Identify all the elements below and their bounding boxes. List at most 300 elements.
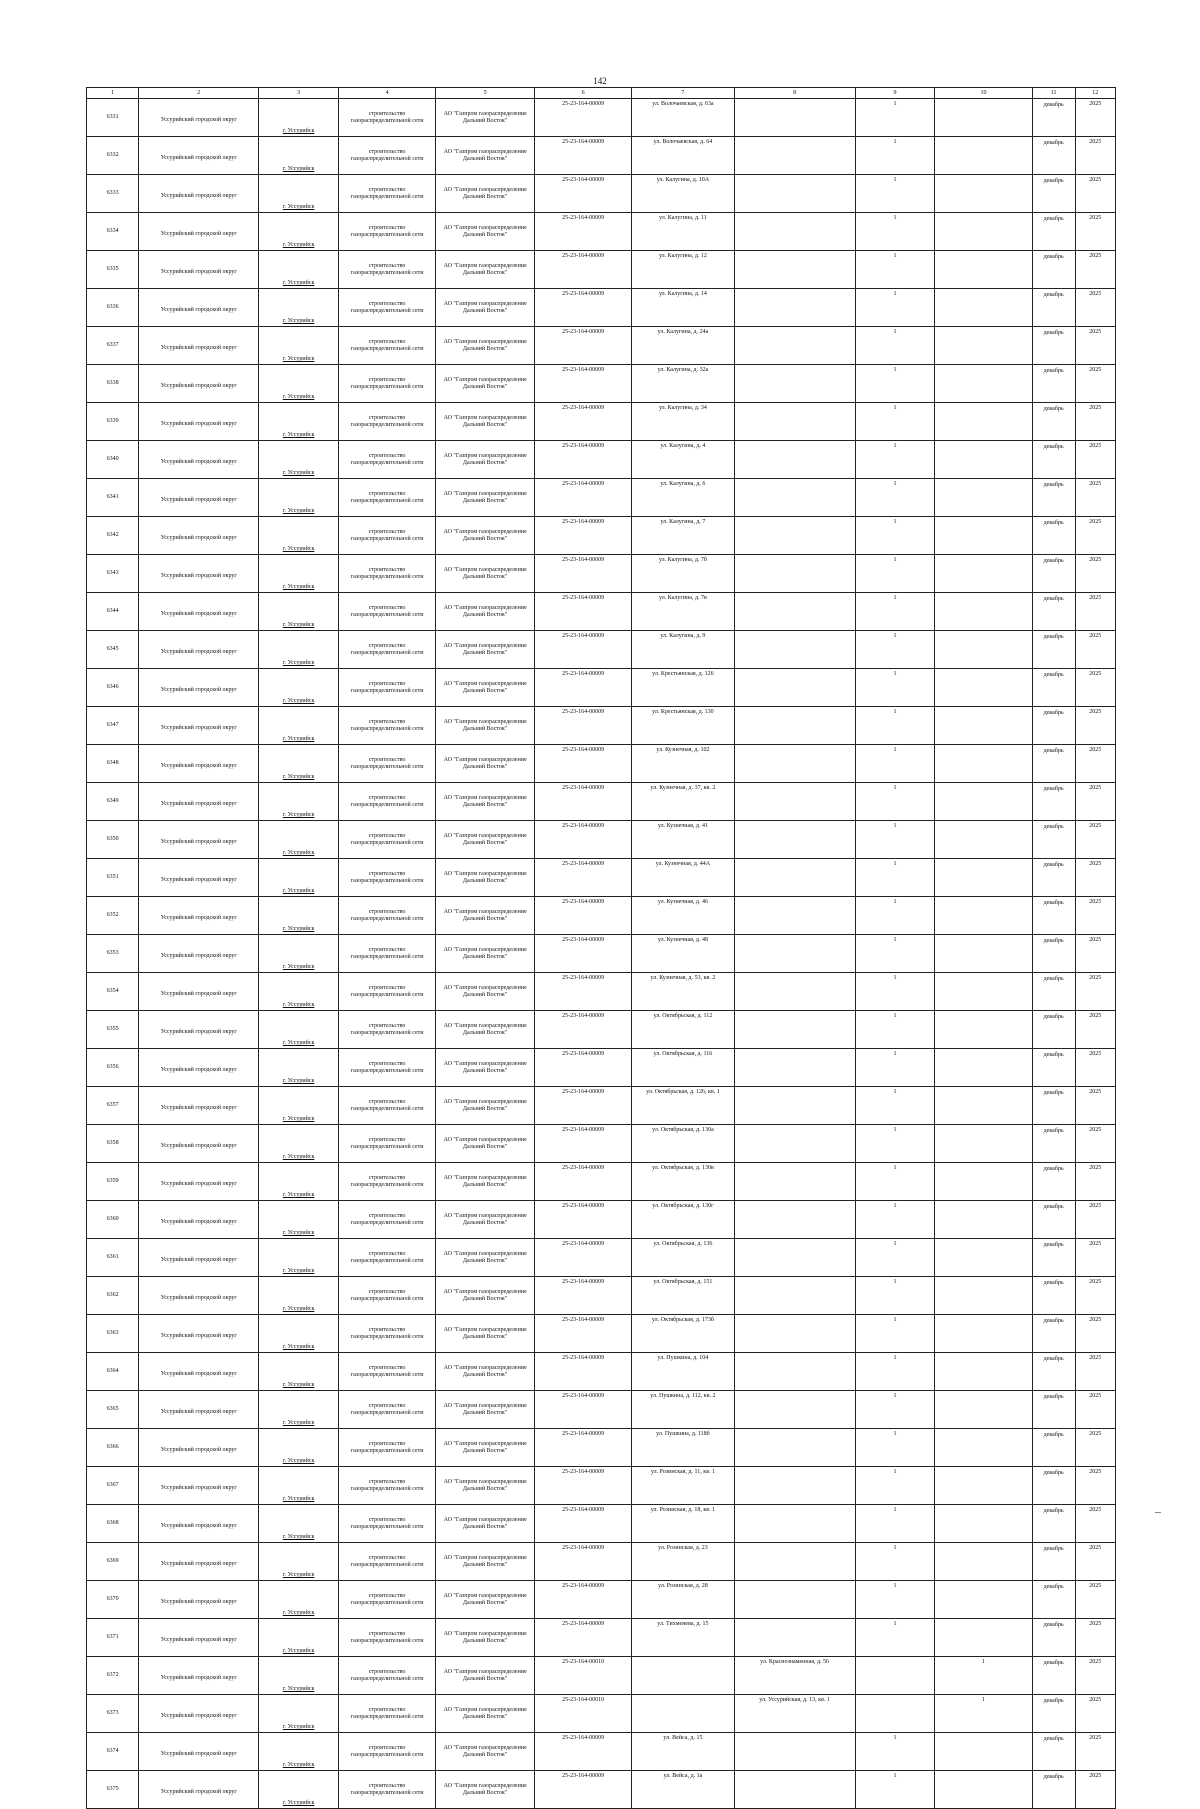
count-cell: 1	[855, 1733, 935, 1771]
count-cell: 1	[855, 707, 935, 745]
count-cell: 1	[855, 99, 935, 137]
object-id-cell: 25-23-164-00009	[534, 1315, 631, 1353]
city-cell: г. Уссурийск	[259, 1353, 339, 1391]
work-type-cell: строительство газораспределительной сети	[338, 1771, 435, 1809]
table-row	[87, 1087, 1116, 1125]
table-row	[87, 1353, 1116, 1391]
city-cell: г. Уссурийск	[259, 175, 339, 213]
district-cell: Уссурийский городской округ	[139, 669, 259, 707]
row-number: 6359	[87, 1163, 139, 1201]
table-row	[87, 1543, 1116, 1581]
row-number: 6374	[87, 1733, 139, 1771]
month-cell: декабрь	[1032, 1429, 1075, 1467]
city-cell: г. Уссурийск	[259, 289, 339, 327]
count-alt-cell	[935, 707, 1032, 745]
district-cell: Уссурийский городской округ	[139, 1201, 259, 1239]
work-type-cell: строительство газораспределительной сети	[338, 327, 435, 365]
organization-cell: АО "Газпром газораспределение Дальний Восток"	[436, 1391, 535, 1429]
address-cell: ул. Крестьянская, д. 126	[632, 669, 734, 707]
table-row	[87, 1581, 1116, 1619]
district-cell: Уссурийский городской округ	[139, 403, 259, 441]
object-id-cell: 25-23-164-00009	[534, 1619, 631, 1657]
address-cell: ул. Розинская, д. 23	[632, 1543, 734, 1581]
table-row	[87, 1771, 1116, 1809]
year-cell: 2025	[1075, 1277, 1116, 1315]
object-id-cell: 25-23-164-00009	[534, 1505, 631, 1543]
year-cell: 2025	[1075, 783, 1116, 821]
city-cell: г. Уссурийск	[259, 1277, 339, 1315]
work-type-cell: строительство газораспределительной сети	[338, 1239, 435, 1277]
city-cell: г. Уссурийск	[259, 1619, 339, 1657]
row-number: 6368	[87, 1505, 139, 1543]
year-cell: 2025	[1075, 1315, 1116, 1353]
address-cell: ул. Октябрьская, д. 112	[632, 1011, 734, 1049]
month-cell: декабрь	[1032, 1125, 1075, 1163]
work-type-cell: строительство газораспределительной сети	[338, 1315, 435, 1353]
city-cell: г. Уссурийск	[259, 1315, 339, 1353]
col-header-9: 9	[855, 88, 935, 99]
count-alt-cell	[935, 1391, 1032, 1429]
count-cell: 1	[855, 175, 935, 213]
address-alt-cell	[734, 1543, 855, 1581]
count-alt-cell	[935, 1543, 1032, 1581]
organization-cell: АО "Газпром газораспределение Дальний Восток"	[436, 99, 535, 137]
address-cell	[632, 1657, 734, 1695]
count-alt-cell	[935, 745, 1032, 783]
month-cell: декабрь	[1032, 1011, 1075, 1049]
month-cell: декабрь	[1032, 213, 1075, 251]
address-cell: ул. Калугина, д. 7в	[632, 593, 734, 631]
table-row	[87, 897, 1116, 935]
scan-mark	[1155, 1512, 1161, 1513]
organization-cell: АО "Газпром газораспределение Дальний Восток"	[436, 1581, 535, 1619]
count-alt-cell	[935, 251, 1032, 289]
city-cell: г. Уссурийск	[259, 1733, 339, 1771]
address-cell	[632, 1695, 734, 1733]
month-cell: декабрь	[1032, 327, 1075, 365]
row-number: 6349	[87, 783, 139, 821]
month-cell: декабрь	[1032, 175, 1075, 213]
organization-cell: АО "Газпром газораспределение Дальний Восток"	[436, 1429, 535, 1467]
organization-cell: АО "Газпром газораспределение Дальний Восток"	[436, 1125, 535, 1163]
address-alt-cell	[734, 1467, 855, 1505]
district-cell: Уссурийский городской округ	[139, 441, 259, 479]
row-number: 6362	[87, 1277, 139, 1315]
organization-cell: АО "Газпром газораспределение Дальний Восток"	[436, 1163, 535, 1201]
district-cell: Уссурийский городской округ	[139, 1353, 259, 1391]
count-cell: 1	[855, 365, 935, 403]
table-row	[87, 1505, 1116, 1543]
month-cell: декабрь	[1032, 517, 1075, 555]
work-type-cell: строительство газораспределительной сети	[338, 973, 435, 1011]
col-header-1: 1	[87, 88, 139, 99]
count-cell: 1	[855, 631, 935, 669]
object-id-cell: 25-23-164-00009	[534, 669, 631, 707]
district-cell: Уссурийский городской округ	[139, 1277, 259, 1315]
month-cell: декабрь	[1032, 1543, 1075, 1581]
row-number: 6346	[87, 669, 139, 707]
address-cell: ул. Пушкина, д. 118б	[632, 1429, 734, 1467]
table-row	[87, 1429, 1116, 1467]
district-cell: Уссурийский городской округ	[139, 479, 259, 517]
count-cell: 1	[855, 1771, 935, 1809]
count-cell: 1	[855, 1201, 935, 1239]
work-type-cell: строительство газораспределительной сети	[338, 1011, 435, 1049]
city-cell: г. Уссурийск	[259, 707, 339, 745]
address-alt-cell	[734, 175, 855, 213]
work-type-cell: строительство газораспределительной сети	[338, 1163, 435, 1201]
month-cell: декабрь	[1032, 1201, 1075, 1239]
organization-cell: АО "Газпром газораспределение Дальний Восток"	[436, 1505, 535, 1543]
address-alt-cell	[734, 403, 855, 441]
table-row	[87, 1277, 1116, 1315]
address-alt-cell	[734, 669, 855, 707]
header-row	[87, 88, 1116, 99]
count-alt-cell	[935, 403, 1032, 441]
address-cell: ул. Калугина, д. 7	[632, 517, 734, 555]
year-cell: 2025	[1075, 403, 1116, 441]
address-cell: ул. Калугина, д. 34	[632, 403, 734, 441]
col-header-7: 7	[632, 88, 734, 99]
year-cell: 2025	[1075, 897, 1116, 935]
table-row	[87, 669, 1116, 707]
city-cell: г. Уссурийск	[259, 327, 339, 365]
year-cell: 2025	[1075, 1125, 1116, 1163]
organization-cell: АО "Газпром газораспределение Дальний Восток"	[436, 1619, 535, 1657]
city-cell: г. Уссурийск	[259, 1695, 339, 1733]
district-cell: Уссурийский городской округ	[139, 1771, 259, 1809]
district-cell: Уссурийский городской округ	[139, 1011, 259, 1049]
count-alt-cell	[935, 897, 1032, 935]
table-body	[87, 99, 1116, 1809]
table-row	[87, 1391, 1116, 1429]
address-alt-cell	[734, 365, 855, 403]
work-type-cell: строительство газораспределительной сети	[338, 1581, 435, 1619]
address-cell: ул. Кузнечная, д. 41	[632, 821, 734, 859]
city-cell: г. Уссурийск	[259, 783, 339, 821]
address-cell: ул. Калугина, д. 32а	[632, 365, 734, 403]
table-row	[87, 707, 1116, 745]
object-id-cell: 25-23-164-00009	[534, 1543, 631, 1581]
count-alt-cell	[935, 935, 1032, 973]
year-cell: 2025	[1075, 213, 1116, 251]
year-cell: 2025	[1075, 1201, 1116, 1239]
address-alt-cell	[734, 1619, 855, 1657]
work-type-cell: строительство газораспределительной сети	[338, 1467, 435, 1505]
count-cell: 1	[855, 1277, 935, 1315]
row-number: 6344	[87, 593, 139, 631]
work-type-cell: строительство газораспределительной сети	[338, 593, 435, 631]
month-cell: декабрь	[1032, 479, 1075, 517]
month-cell: декабрь	[1032, 631, 1075, 669]
month-cell: декабрь	[1032, 365, 1075, 403]
col-header-10: 10	[935, 88, 1032, 99]
object-id-cell: 25-23-164-00009	[534, 1733, 631, 1771]
row-number: 6367	[87, 1467, 139, 1505]
month-cell: декабрь	[1032, 1353, 1075, 1391]
table-row	[87, 1619, 1116, 1657]
year-cell: 2025	[1075, 1581, 1116, 1619]
count-alt-cell	[935, 1771, 1032, 1809]
table-row	[87, 289, 1116, 327]
table-row	[87, 251, 1116, 289]
address-alt-cell	[734, 555, 855, 593]
address-alt-cell	[734, 289, 855, 327]
address-cell: ул. Кузнечная, д. 53, кв. 2	[632, 973, 734, 1011]
count-alt-cell	[935, 1429, 1032, 1467]
count-cell: 1	[855, 1315, 935, 1353]
month-cell: декабрь	[1032, 1163, 1075, 1201]
work-type-cell: строительство газораспределительной сети	[338, 1049, 435, 1087]
col-header-8: 8	[734, 88, 855, 99]
address-alt-cell: ул. Уссурийская, д. 13, кв. 1	[734, 1695, 855, 1733]
row-number: 6341	[87, 479, 139, 517]
city-cell: г. Уссурийск	[259, 137, 339, 175]
address-alt-cell	[734, 935, 855, 973]
address-alt-cell	[734, 1087, 855, 1125]
count-alt-cell	[935, 1619, 1032, 1657]
count-cell: 1	[855, 1125, 935, 1163]
month-cell: декабрь	[1032, 1505, 1075, 1543]
year-cell: 2025	[1075, 1543, 1116, 1581]
district-cell: Уссурийский городской округ	[139, 935, 259, 973]
month-cell: декабрь	[1032, 1619, 1075, 1657]
work-type-cell: строительство газораспределительной сети	[338, 365, 435, 403]
month-cell: декабрь	[1032, 707, 1075, 745]
month-cell: декабрь	[1032, 1277, 1075, 1315]
row-number: 6356	[87, 1049, 139, 1087]
count-cell: 1	[855, 479, 935, 517]
address-cell: ул. Вейса, д. 15	[632, 1733, 734, 1771]
city-cell: г. Уссурийск	[259, 479, 339, 517]
year-cell: 2025	[1075, 1087, 1116, 1125]
year-cell: 2025	[1075, 1695, 1116, 1733]
month-cell: декабрь	[1032, 99, 1075, 137]
work-type-cell: строительство газораспределительной сети	[338, 1543, 435, 1581]
address-cell: ул. Калугина, д. 12	[632, 251, 734, 289]
object-id-cell: 25-23-164-00009	[534, 251, 631, 289]
count-alt-cell	[935, 1581, 1032, 1619]
organization-cell: АО "Газпром газораспределение Дальний Восток"	[436, 783, 535, 821]
object-id-cell: 25-23-164-00009	[534, 1391, 631, 1429]
work-type-cell: строительство газораспределительной сети	[338, 1087, 435, 1125]
organization-cell: АО "Газпром газораспределение Дальний Восток"	[436, 1315, 535, 1353]
work-type-cell: строительство газораспределительной сети	[338, 289, 435, 327]
year-cell: 2025	[1075, 707, 1116, 745]
city-cell: г. Уссурийск	[259, 821, 339, 859]
city-cell: г. Уссурийск	[259, 973, 339, 1011]
work-type-cell: строительство газораспределительной сети	[338, 631, 435, 669]
count-alt-cell	[935, 1087, 1032, 1125]
year-cell: 2025	[1075, 1163, 1116, 1201]
city-cell: г. Уссурийск	[259, 1581, 339, 1619]
city-cell: г. Уссурийск	[259, 1391, 339, 1429]
district-cell: Уссурийский городской округ	[139, 631, 259, 669]
district-cell: Уссурийский городской округ	[139, 365, 259, 403]
address-alt-cell	[734, 1315, 855, 1353]
object-id-cell: 25-23-164-00009	[534, 973, 631, 1011]
row-number: 6348	[87, 745, 139, 783]
address-alt-cell	[734, 137, 855, 175]
year-cell: 2025	[1075, 745, 1116, 783]
object-id-cell: 25-23-164-00009	[534, 365, 631, 403]
count-cell: 1	[855, 1543, 935, 1581]
address-cell: ул. Розинская, д. 28	[632, 1581, 734, 1619]
work-type-cell: строительство газораспределительной сети	[338, 213, 435, 251]
organization-cell: АО "Газпром газораспределение Дальний Восток"	[436, 1087, 535, 1125]
year-cell: 2025	[1075, 669, 1116, 707]
count-cell: 1	[855, 213, 935, 251]
count-cell: 1	[855, 935, 935, 973]
address-cell: ул. Октябрьская, д. 136	[632, 1239, 734, 1277]
address-cell: ул. Кузнечная, д. 46	[632, 897, 734, 935]
address-alt-cell	[734, 707, 855, 745]
district-cell: Уссурийский городской округ	[139, 289, 259, 327]
month-cell: декабрь	[1032, 1391, 1075, 1429]
month-cell: декабрь	[1032, 403, 1075, 441]
count-alt-cell	[935, 1011, 1032, 1049]
table-row	[87, 935, 1116, 973]
work-type-cell: строительство газораспределительной сети	[338, 1201, 435, 1239]
month-cell: декабрь	[1032, 859, 1075, 897]
row-number: 6334	[87, 213, 139, 251]
address-alt-cell	[734, 213, 855, 251]
district-cell: Уссурийский городской округ	[139, 1733, 259, 1771]
address-cell: ул. Калугина, д. 24а	[632, 327, 734, 365]
count-alt-cell	[935, 1505, 1032, 1543]
count-cell: 1	[855, 859, 935, 897]
organization-cell: АО "Газпром газораспределение Дальний Восток"	[436, 517, 535, 555]
district-cell: Уссурийский городской округ	[139, 1087, 259, 1125]
organization-cell: АО "Газпром газораспределение Дальний Восток"	[436, 935, 535, 973]
year-cell: 2025	[1075, 1733, 1116, 1771]
address-alt-cell	[734, 1201, 855, 1239]
work-type-cell: строительство газораспределительной сети	[338, 745, 435, 783]
row-number: 6354	[87, 973, 139, 1011]
month-cell: декабрь	[1032, 783, 1075, 821]
organization-cell: АО "Газпром газораспределение Дальний Восток"	[436, 859, 535, 897]
row-number: 6371	[87, 1619, 139, 1657]
address-alt-cell	[734, 821, 855, 859]
count-alt-cell	[935, 1125, 1032, 1163]
row-number: 6343	[87, 555, 139, 593]
work-type-cell: строительство газораспределительной сети	[338, 517, 435, 555]
row-number: 6363	[87, 1315, 139, 1353]
address-cell: ул. Кузнечная, д. 102	[632, 745, 734, 783]
year-cell: 2025	[1075, 251, 1116, 289]
work-type-cell: строительство газораспределительной сети	[338, 859, 435, 897]
count-alt-cell	[935, 1049, 1032, 1087]
organization-cell: АО "Газпром газораспределение Дальний Восток"	[436, 669, 535, 707]
table-row	[87, 821, 1116, 859]
city-cell: г. Уссурийск	[259, 935, 339, 973]
city-cell: г. Уссурийск	[259, 859, 339, 897]
address-alt-cell	[734, 1239, 855, 1277]
district-cell: Уссурийский городской округ	[139, 859, 259, 897]
work-type-cell: строительство газораспределительной сети	[338, 669, 435, 707]
count-alt-cell	[935, 517, 1032, 555]
count-cell	[855, 1657, 935, 1695]
count-alt-cell	[935, 593, 1032, 631]
table-row	[87, 859, 1116, 897]
row-number: 6357	[87, 1087, 139, 1125]
city-cell: г. Уссурийск	[259, 1163, 339, 1201]
month-cell: декабрь	[1032, 1467, 1075, 1505]
object-id-cell: 25-23-164-00009	[534, 517, 631, 555]
city-cell: г. Уссурийск	[259, 251, 339, 289]
district-cell: Уссурийский городской округ	[139, 1695, 259, 1733]
count-cell: 1	[855, 555, 935, 593]
month-cell: декабрь	[1032, 1695, 1075, 1733]
district-cell: Уссурийский городской округ	[139, 707, 259, 745]
address-cell: ул. Калугина, д. 6	[632, 479, 734, 517]
row-number: 6353	[87, 935, 139, 973]
work-type-cell: строительство газораспределительной сети	[338, 935, 435, 973]
address-alt-cell	[734, 1125, 855, 1163]
row-number: 6360	[87, 1201, 139, 1239]
count-cell: 1	[855, 783, 935, 821]
month-cell: декабрь	[1032, 1315, 1075, 1353]
year-cell: 2025	[1075, 1353, 1116, 1391]
year-cell: 2025	[1075, 99, 1116, 137]
district-cell: Уссурийский городской округ	[139, 251, 259, 289]
address-cell: ул. Пушкина, д. 104	[632, 1353, 734, 1391]
address-alt-cell	[734, 1505, 855, 1543]
count-cell: 1	[855, 1049, 935, 1087]
organization-cell: АО "Газпром газораспределение Дальний Восток"	[436, 593, 535, 631]
address-alt-cell: ул. Краснознаменная, д. 56	[734, 1657, 855, 1695]
year-cell: 2025	[1075, 1011, 1116, 1049]
month-cell: декабрь	[1032, 897, 1075, 935]
col-header-3: 3	[259, 88, 339, 99]
row-number: 6335	[87, 251, 139, 289]
address-alt-cell	[734, 251, 855, 289]
month-cell: декабрь	[1032, 1239, 1075, 1277]
object-id-cell: 25-23-164-00010	[534, 1695, 631, 1733]
row-number: 6358	[87, 1125, 139, 1163]
count-cell: 1	[855, 137, 935, 175]
count-alt-cell	[935, 479, 1032, 517]
object-id-cell: 25-23-164-00009	[534, 935, 631, 973]
address-alt-cell	[734, 973, 855, 1011]
year-cell: 2025	[1075, 1657, 1116, 1695]
count-cell: 1	[855, 1581, 935, 1619]
object-id-cell: 25-23-164-00009	[534, 479, 631, 517]
address-cell: ул. Розинская, д. 11, кв. 1	[632, 1467, 734, 1505]
table-row	[87, 213, 1116, 251]
object-id-cell: 25-23-164-00009	[534, 593, 631, 631]
table-row	[87, 1239, 1116, 1277]
table-row	[87, 1467, 1116, 1505]
month-cell: декабрь	[1032, 251, 1075, 289]
row-number: 6366	[87, 1429, 139, 1467]
month-cell: декабрь	[1032, 1657, 1075, 1695]
row-number: 6336	[87, 289, 139, 327]
organization-cell: АО "Газпром газораспределение Дальний Восток"	[436, 821, 535, 859]
object-id-cell: 25-23-164-00009	[534, 897, 631, 935]
district-cell: Уссурийский городской округ	[139, 1505, 259, 1543]
register-table	[86, 87, 1116, 1809]
work-type-cell: строительство газораспределительной сети	[338, 175, 435, 213]
count-alt-cell	[935, 1201, 1032, 1239]
count-alt-cell	[935, 821, 1032, 859]
count-alt-cell	[935, 99, 1032, 137]
district-cell: Уссурийский городской округ	[139, 1163, 259, 1201]
count-alt-cell	[935, 365, 1032, 403]
count-alt-cell	[935, 1467, 1032, 1505]
object-id-cell: 25-23-164-00009	[534, 555, 631, 593]
work-type-cell: строительство газораспределительной сети	[338, 1657, 435, 1695]
